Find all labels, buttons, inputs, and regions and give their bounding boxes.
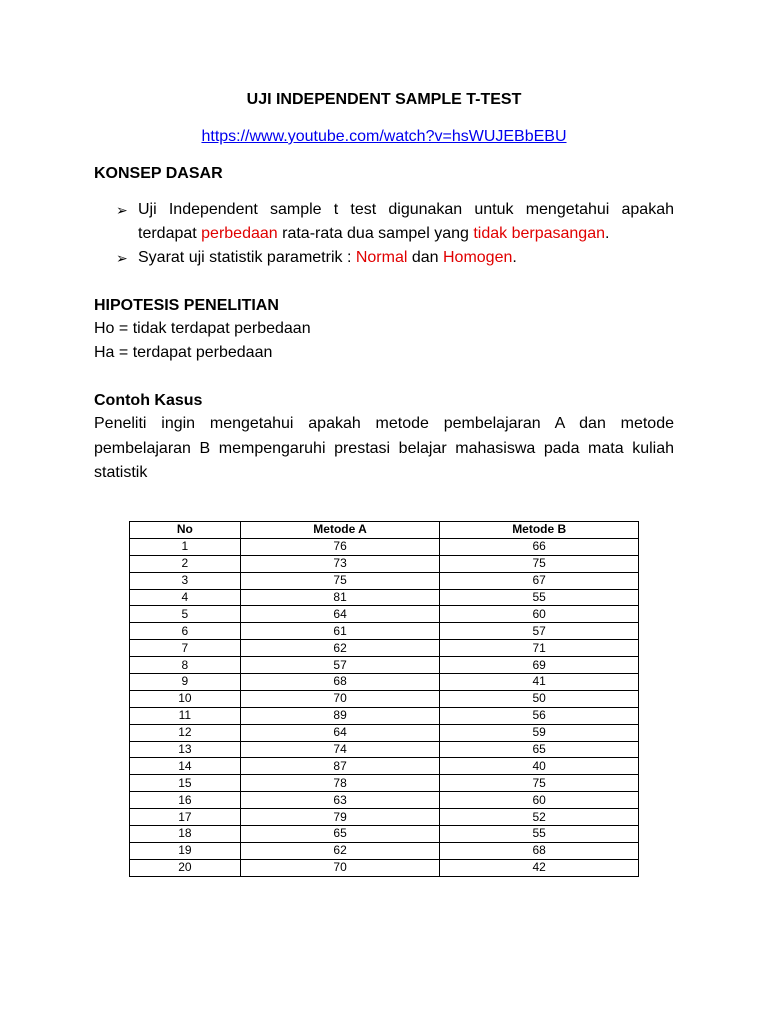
cell-metode-a: 70 bbox=[240, 690, 440, 707]
arrow-bullet-icon: ➢ bbox=[116, 202, 128, 218]
cell-no: 12 bbox=[130, 724, 241, 741]
table-row bbox=[130, 623, 639, 640]
list-item bbox=[116, 198, 674, 246]
cell-metode-b: 69 bbox=[440, 657, 639, 674]
table-row bbox=[130, 842, 639, 859]
cell-metode-b: 55 bbox=[440, 826, 639, 843]
table-row bbox=[130, 707, 639, 724]
cell-metode-b: 42 bbox=[440, 859, 639, 876]
cell-no: 9 bbox=[130, 674, 241, 691]
cell-metode-b: 60 bbox=[440, 792, 639, 809]
cell-no: 5 bbox=[130, 606, 241, 623]
table-row bbox=[130, 538, 639, 555]
table-header-row bbox=[130, 522, 639, 539]
table-row bbox=[130, 606, 639, 623]
table-body bbox=[130, 538, 639, 876]
bullet-text: Syarat uji statistik parametrik : bbox=[138, 249, 356, 266]
hypothesis-ha: Ha = terdapat perbedaan bbox=[94, 344, 273, 361]
cell-metode-a: 87 bbox=[240, 758, 440, 775]
section-heading-hipotesis: HIPOTESIS PENELITIAN bbox=[94, 297, 279, 314]
cell-metode-b: 40 bbox=[440, 758, 639, 775]
cell-metode-a: 81 bbox=[240, 589, 440, 606]
table-row bbox=[130, 555, 639, 572]
table-row bbox=[130, 809, 639, 826]
table-row bbox=[130, 724, 639, 741]
cell-metode-b: 50 bbox=[440, 690, 639, 707]
cell-metode-b: 66 bbox=[440, 538, 639, 555]
table-row bbox=[130, 690, 639, 707]
cell-no: 13 bbox=[130, 741, 241, 758]
cell-no: 6 bbox=[130, 623, 241, 640]
bullet-text: dan bbox=[407, 249, 443, 266]
table-row bbox=[130, 589, 639, 606]
cell-no: 1 bbox=[130, 538, 241, 555]
column-header-metode-b: Metode B bbox=[440, 522, 639, 539]
cell-metode-a: 62 bbox=[240, 842, 440, 859]
cell-metode-b: 68 bbox=[440, 842, 639, 859]
cell-metode-a: 75 bbox=[240, 572, 440, 589]
cell-metode-a: 63 bbox=[240, 792, 440, 809]
cell-metode-b: 41 bbox=[440, 674, 639, 691]
youtube-link[interactable]: https://www.youtube.com/watch?v=hsWUJEBbEBU bbox=[201, 128, 567, 145]
cell-metode-a: 79 bbox=[240, 809, 440, 826]
bullet-text: Uji Independent sample t test digunakan untuk mengetahui apakah terdapat bbox=[138, 201, 674, 242]
bullet-text: rata-rata dua sampel yang bbox=[277, 225, 474, 242]
konsep-bullet-list bbox=[116, 198, 674, 270]
bullet-text: . bbox=[605, 225, 610, 242]
cell-no: 2 bbox=[130, 555, 241, 572]
cell-metode-a: 64 bbox=[240, 724, 440, 741]
column-header-metode-a: Metode A bbox=[240, 522, 440, 539]
table-row bbox=[130, 741, 639, 758]
cell-metode-a: 73 bbox=[240, 555, 440, 572]
table-row bbox=[130, 859, 639, 876]
cell-metode-a: 61 bbox=[240, 623, 440, 640]
table-row bbox=[130, 758, 639, 775]
column-header-no: No bbox=[130, 522, 241, 539]
cell-no: 10 bbox=[130, 690, 241, 707]
cell-no: 16 bbox=[130, 792, 241, 809]
cell-metode-b: 57 bbox=[440, 623, 639, 640]
cell-metode-b: 71 bbox=[440, 640, 639, 657]
cell-metode-a: 65 bbox=[240, 826, 440, 843]
table-row bbox=[130, 826, 639, 843]
bullet-text: . bbox=[512, 249, 517, 266]
cell-metode-a: 78 bbox=[240, 775, 440, 792]
table-row bbox=[130, 775, 639, 792]
table-row bbox=[130, 572, 639, 589]
cell-metode-a: 89 bbox=[240, 707, 440, 724]
cell-metode-b: 52 bbox=[440, 809, 639, 826]
hypothesis-ho: Ho = tidak terdapat perbedaan bbox=[94, 320, 311, 337]
cell-metode-b: 67 bbox=[440, 572, 639, 589]
cell-metode-a: 68 bbox=[240, 674, 440, 691]
data-table bbox=[129, 521, 639, 877]
cell-no: 14 bbox=[130, 758, 241, 775]
cell-no: 15 bbox=[130, 775, 241, 792]
highlight-text: perbedaan bbox=[201, 225, 278, 242]
cell-no: 19 bbox=[130, 842, 241, 859]
cell-metode-a: 76 bbox=[240, 538, 440, 555]
cell-no: 8 bbox=[130, 657, 241, 674]
cell-no: 11 bbox=[130, 707, 241, 724]
cell-no: 18 bbox=[130, 826, 241, 843]
cell-metode-a: 62 bbox=[240, 640, 440, 657]
cell-metode-b: 75 bbox=[440, 775, 639, 792]
arrow-bullet-icon: ➢ bbox=[116, 250, 128, 266]
section-heading-konsep: KONSEP DASAR bbox=[94, 165, 223, 182]
cell-metode-b: 59 bbox=[440, 724, 639, 741]
list-item bbox=[116, 246, 674, 270]
cell-no: 4 bbox=[130, 589, 241, 606]
table-row bbox=[130, 674, 639, 691]
cell-metode-b: 55 bbox=[440, 589, 639, 606]
cell-no: 20 bbox=[130, 859, 241, 876]
highlight-text: tidak berpasangan bbox=[473, 225, 605, 242]
table-row bbox=[130, 657, 639, 674]
case-paragraph: Peneliti ingin mengetahui apakah metode pembelajaran A dan metode pembelajaran B mempengaruhi prestasi belajar mahasiswa pada mata kuliah statistik bbox=[94, 415, 674, 481]
table-row bbox=[130, 792, 639, 809]
cell-no: 17 bbox=[130, 809, 241, 826]
cell-metode-a: 74 bbox=[240, 741, 440, 758]
document-title: UJI INDEPENDENT SAMPLE T-TEST bbox=[246, 91, 522, 108]
cell-metode-b: 60 bbox=[440, 606, 639, 623]
cell-no: 3 bbox=[130, 572, 241, 589]
table-row bbox=[130, 640, 639, 657]
section-heading-contoh: Contoh Kasus bbox=[94, 392, 203, 409]
cell-metode-b: 65 bbox=[440, 741, 639, 758]
cell-no: 7 bbox=[130, 640, 241, 657]
highlight-text: Normal bbox=[355, 249, 408, 266]
cell-metode-a: 64 bbox=[240, 606, 440, 623]
cell-metode-b: 75 bbox=[440, 555, 639, 572]
highlight-text: Homogen bbox=[443, 249, 513, 266]
cell-metode-a: 57 bbox=[240, 657, 440, 674]
cell-metode-a: 70 bbox=[240, 859, 440, 876]
cell-metode-b: 56 bbox=[440, 707, 639, 724]
